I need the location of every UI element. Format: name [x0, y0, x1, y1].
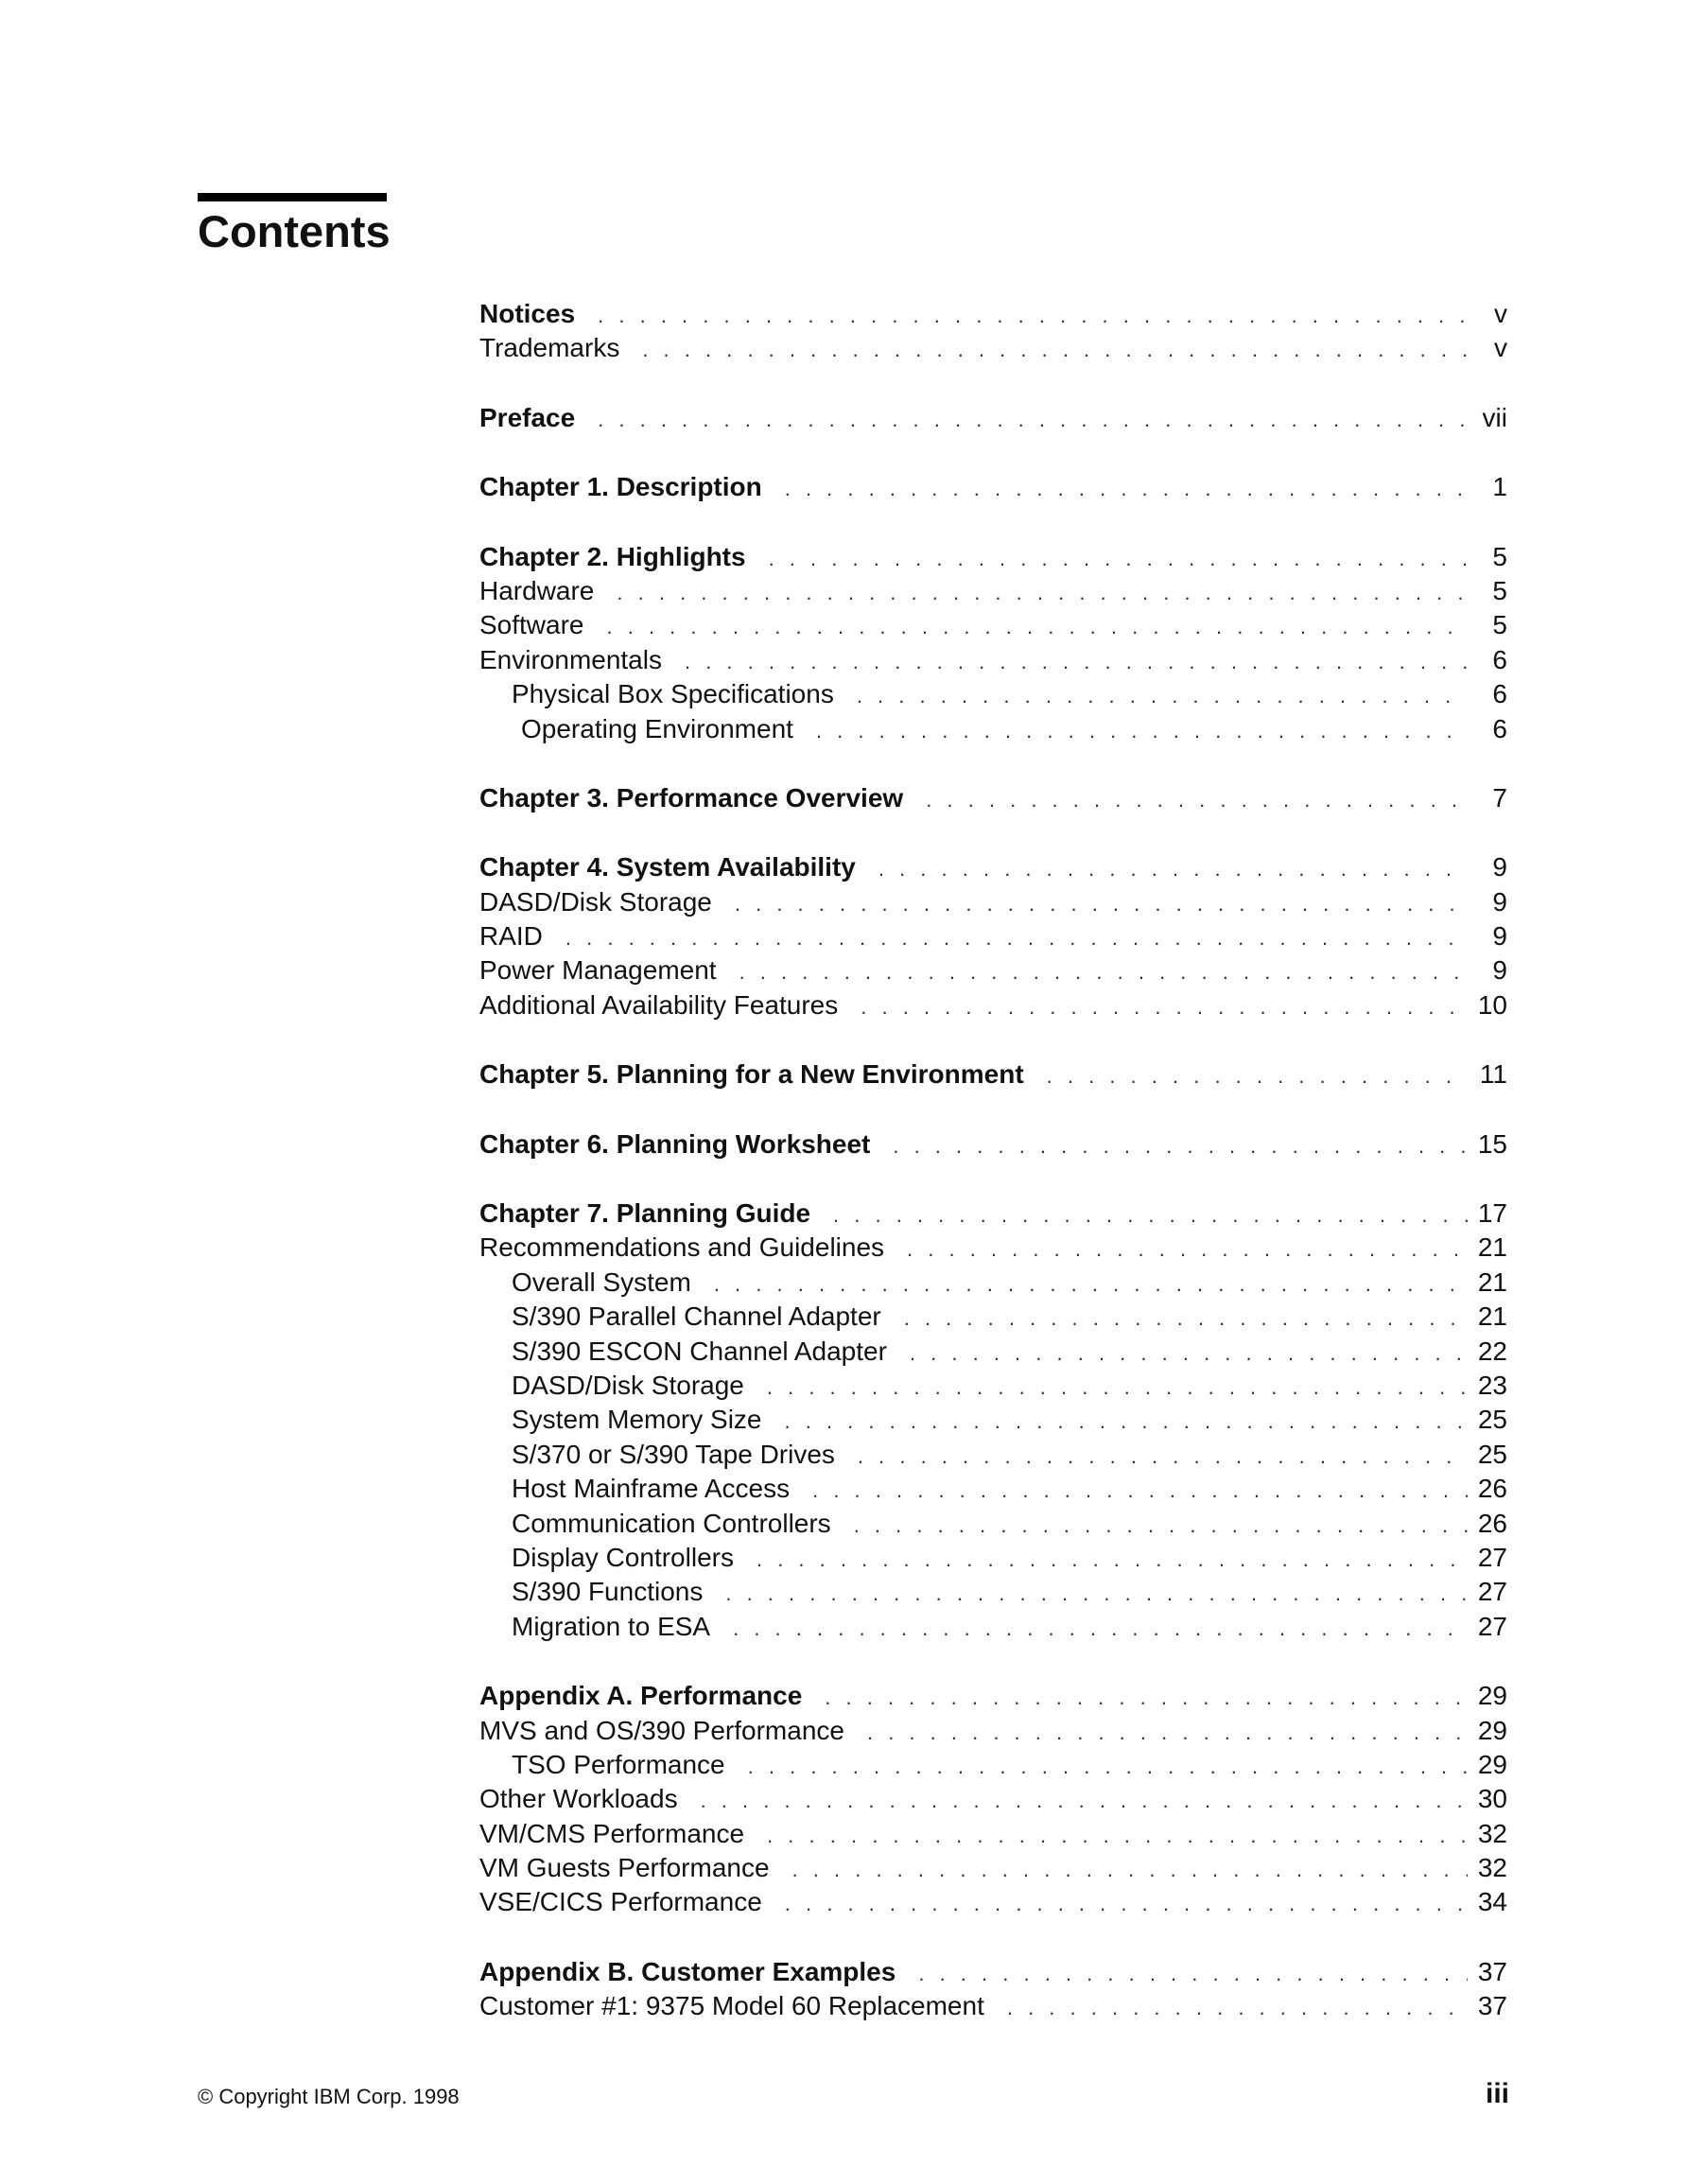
- toc-group: [479, 1955, 1507, 2024]
- toc-entry-page: 23: [1477, 1370, 1507, 1400]
- toc-entry-title: Appendix B. Customer Examples: [479, 1956, 896, 1986]
- toc-entry[interactable]: [479, 1197, 1507, 1231]
- toc-entry-title: Chapter 5. Planning for a New Environment: [479, 1059, 1024, 1090]
- toc-dot-leader: [833, 1198, 1468, 1232]
- toc-entry-title: System Memory Size: [512, 1405, 762, 1435]
- toc-dot-leader: [769, 542, 1468, 576]
- toc-dot-leader: [607, 610, 1469, 644]
- toc-entry[interactable]: [479, 401, 1507, 435]
- toc-entry[interactable]: [479, 608, 1507, 642]
- toc-entry[interactable]: [479, 1057, 1507, 1092]
- table-of-contents: [479, 297, 1507, 2059]
- toc-group: [479, 781, 1507, 815]
- toc-entry-page: 25: [1477, 1405, 1507, 1435]
- toc-entry-title: Chapter 2. Highlights: [479, 541, 746, 571]
- toc-entry-page: 9: [1492, 886, 1507, 917]
- toc-entry-title: MVS and OS/390 Performance: [479, 1715, 844, 1745]
- toc-entry[interactable]: [479, 1438, 1507, 1472]
- toc-entry-title: Customer #1: 9375 Model 60 Replacement: [479, 1991, 984, 2021]
- toc-entry-title: Chapter 7. Planning Guide: [479, 1198, 811, 1229]
- toc-entry[interactable]: [479, 1266, 1507, 1300]
- toc-entry-title: DASD/Disk Storage: [512, 1370, 744, 1400]
- toc-entry-page: 29: [1477, 1681, 1507, 1711]
- toc-entry-page: 27: [1477, 1611, 1507, 1641]
- toc-entry[interactable]: [479, 1127, 1507, 1162]
- toc-entry[interactable]: [479, 885, 1507, 919]
- toc-dot-leader: [642, 333, 1468, 367]
- toc-entry-page: 7: [1492, 782, 1507, 812]
- toc-entry-page: v: [1494, 333, 1507, 363]
- toc-entry-title: Chapter 1. Description: [479, 472, 762, 502]
- toc-dot-leader: [878, 852, 1468, 886]
- toc-dot-leader: [735, 887, 1468, 921]
- toc-entry-title: RAID: [479, 921, 543, 952]
- toc-dot-leader: [785, 472, 1468, 506]
- toc-entry-page: 27: [1477, 1577, 1507, 1607]
- toc-entry[interactable]: [479, 1817, 1507, 1851]
- toc-entry[interactable]: [479, 1472, 1507, 1506]
- toc-dot-leader: [867, 1716, 1468, 1750]
- toc-dot-leader: [565, 921, 1468, 955]
- toc-entry-page: 6: [1492, 679, 1507, 709]
- toc-entry-page: 9: [1492, 921, 1507, 952]
- toc-dot-leader: [739, 955, 1468, 989]
- toc-dot-leader: [812, 1474, 1468, 1508]
- toc-group: [479, 470, 1507, 504]
- toc-entry-page: 11: [1479, 1059, 1507, 1090]
- toc-entry-title: Hardware: [479, 575, 595, 605]
- toc-dot-leader: [748, 1750, 1468, 1784]
- toc-dot-leader: [785, 1405, 1469, 1439]
- toc-entry[interactable]: [479, 540, 1507, 574]
- toc-dot-leader: [617, 576, 1468, 610]
- toc-dot-leader: [785, 1887, 1468, 1921]
- toc-entry-page: 15: [1477, 1128, 1507, 1159]
- toc-dot-leader: [1007, 1991, 1468, 2025]
- toc-entry-page: 37: [1477, 1991, 1507, 2021]
- toc-dot-leader: [792, 1853, 1468, 1887]
- toc-dot-leader: [767, 1819, 1468, 1853]
- toc-entry-title: Display Controllers: [512, 1542, 734, 1572]
- toc-entry-page: 9: [1492, 955, 1507, 986]
- toc-entry-title: S/390 Functions: [512, 1577, 704, 1607]
- toc-entry-title: S/390 ESCON Channel Adapter: [512, 1336, 887, 1366]
- toc-entry-title: Appendix A. Performance: [479, 1681, 803, 1711]
- toc-entry-title: Chapter 3. Performance Overview: [479, 782, 904, 812]
- toc-dot-leader: [685, 645, 1468, 679]
- toc-entry-title: Preface: [479, 402, 576, 432]
- toc-entry-page: 5: [1492, 610, 1507, 640]
- toc-entry[interactable]: [479, 1782, 1507, 1816]
- toc-dot-leader: [907, 1232, 1468, 1267]
- toc-entry-title: Migration to ESA: [512, 1611, 711, 1641]
- toc-entry[interactable]: [479, 850, 1507, 884]
- toc-dot-leader: [893, 1129, 1468, 1163]
- toc-entry[interactable]: [479, 1369, 1507, 1403]
- page-title: Contents: [198, 206, 391, 256]
- toc-entry-page: 32: [1477, 1853, 1507, 1883]
- toc-entry[interactable]: [479, 1335, 1507, 1369]
- toc-dot-leader: [767, 1371, 1468, 1405]
- toc-dot-leader: [757, 1543, 1468, 1577]
- toc-dot-leader: [825, 1681, 1468, 1715]
- toc-entry[interactable]: [479, 470, 1507, 504]
- toc-entry-page: 21: [1477, 1232, 1507, 1263]
- toc-entry-title: Power Management: [479, 955, 717, 986]
- toc-entry-page: 27: [1477, 1542, 1507, 1572]
- toc-entry[interactable]: [479, 1300, 1507, 1334]
- toc-group: [479, 850, 1507, 1022]
- toc-entry-title: Trademarks: [479, 333, 620, 363]
- toc-entry[interactable]: [479, 1541, 1507, 1575]
- toc-dot-leader: [701, 1784, 1468, 1818]
- toc-group: [479, 1197, 1507, 1644]
- toc-entry[interactable]: [479, 1851, 1507, 1885]
- toc-dot-leader: [1047, 1059, 1468, 1093]
- toc-entry[interactable]: [479, 1955, 1507, 1989]
- toc-dot-leader: [910, 1337, 1468, 1371]
- toc-entry-title: Environmentals: [479, 644, 662, 674]
- toc-dot-leader: [733, 1612, 1468, 1646]
- toc-entry-title: Chapter 6. Planning Worksheet: [479, 1128, 871, 1159]
- toc-entry-page: 30: [1477, 1784, 1507, 1814]
- toc-dot-leader: [725, 1577, 1468, 1611]
- toc-entry[interactable]: [479, 331, 1507, 365]
- toc-entry-title: Overall System: [512, 1267, 691, 1297]
- toc-entry-title: Physical Box Specifications: [512, 679, 834, 709]
- toc-dot-leader: [904, 1302, 1468, 1336]
- toc-entry-page: vii: [1482, 402, 1507, 432]
- toc-entry[interactable]: [479, 1679, 1507, 1713]
- toc-entry-page: 29: [1477, 1749, 1507, 1779]
- toc-entry[interactable]: [479, 643, 1507, 677]
- toc-entry-page: 26: [1477, 1508, 1507, 1538]
- toc-group: [479, 1679, 1507, 1920]
- toc-entry-page: 29: [1477, 1715, 1507, 1745]
- toc-entry-title: Other Workloads: [479, 1784, 678, 1814]
- toc-entry-title: Recommendations and Guidelines: [479, 1232, 885, 1263]
- toc-entry[interactable]: [479, 988, 1507, 1022]
- toc-entry[interactable]: [479, 1507, 1507, 1541]
- toc-entry-page: 37: [1477, 1956, 1507, 1986]
- toc-group: [479, 401, 1507, 435]
- footer-copyright: © Copyright IBM Corp. 1998: [198, 2085, 460, 2108]
- toc-dot-leader: [714, 1267, 1468, 1302]
- toc-dot-leader: [918, 1957, 1468, 1991]
- toc-entry-title: VSE/CICS Performance: [479, 1887, 762, 1917]
- title-rule: [198, 193, 387, 201]
- toc-entry-page: 21: [1477, 1302, 1507, 1332]
- toc-entry[interactable]: [479, 919, 1507, 953]
- toc-entry[interactable]: [479, 1885, 1507, 1919]
- toc-entry-title: Host Mainframe Access: [512, 1474, 791, 1504]
- toc-dot-leader: [854, 1509, 1468, 1543]
- toc-entry-page: 5: [1492, 541, 1507, 571]
- toc-entry-title: Notices: [479, 299, 576, 328]
- toc-entry-title: Communication Controllers: [512, 1508, 831, 1538]
- toc-entry[interactable]: [479, 1610, 1507, 1644]
- toc-entry-page: 17: [1477, 1198, 1507, 1229]
- toc-group: [479, 1127, 1507, 1162]
- toc-entry-title: Additional Availability Features: [479, 989, 839, 1020]
- toc-entry-page: 25: [1477, 1439, 1507, 1469]
- toc-entry-page: 6: [1492, 644, 1507, 674]
- toc-entry-page: 9: [1492, 852, 1507, 882]
- toc-entry-page: 6: [1492, 713, 1507, 743]
- toc-entry-title: Operating Environment: [521, 713, 793, 743]
- toc-dot-leader: [861, 990, 1468, 1024]
- toc-group: [479, 297, 1507, 366]
- toc-entry-page: v: [1494, 299, 1507, 328]
- toc-entry-title: S/390 Parallel Channel Adapter: [512, 1302, 881, 1332]
- toc-entry[interactable]: [479, 1989, 1507, 2023]
- toc-group: [479, 540, 1507, 746]
- toc-entry-title: Software: [479, 610, 584, 640]
- toc-entry[interactable]: [479, 781, 1507, 815]
- toc-entry[interactable]: [479, 677, 1507, 711]
- toc-entry[interactable]: [479, 1231, 1507, 1265]
- footer-page-number: iii: [1485, 2078, 1509, 2109]
- toc-entry-title: DASD/Disk Storage: [479, 886, 712, 917]
- toc-entry-page: 21: [1477, 1267, 1507, 1297]
- toc-entry-page: 22: [1477, 1336, 1507, 1366]
- toc-entry-title: VM Guests Performance: [479, 1853, 770, 1883]
- toc-entry[interactable]: [479, 953, 1507, 987]
- toc-entry-title: TSO Performance: [512, 1749, 725, 1779]
- toc-dot-leader: [598, 403, 1468, 437]
- toc-entry[interactable]: [479, 297, 1507, 331]
- toc-entry-page: 26: [1477, 1474, 1507, 1504]
- toc-entry[interactable]: [479, 574, 1507, 608]
- toc-dot-leader: [598, 299, 1468, 333]
- toc-entry-page: 10: [1477, 989, 1507, 1020]
- toc-entry[interactable]: [479, 1714, 1507, 1748]
- toc-entry-title: S/370 or S/390 Tape Drives: [512, 1439, 835, 1469]
- toc-entry[interactable]: [479, 712, 1507, 746]
- toc-entry-page: 32: [1477, 1818, 1507, 1848]
- toc-entry-title: Chapter 4. System Availability: [479, 852, 856, 882]
- toc-entry[interactable]: [479, 1748, 1507, 1782]
- toc-entry-page: 34: [1477, 1887, 1507, 1917]
- toc-dot-leader: [857, 679, 1468, 713]
- toc-group: [479, 1057, 1507, 1092]
- toc-entry-title: VM/CMS Performance: [479, 1818, 745, 1848]
- toc-entry[interactable]: [479, 1403, 1507, 1437]
- toc-entry-page: 5: [1492, 575, 1507, 605]
- toc-entry[interactable]: [479, 1575, 1507, 1609]
- toc-dot-leader: [816, 714, 1468, 748]
- toc-dot-leader: [926, 783, 1468, 817]
- toc-dot-leader: [858, 1440, 1468, 1474]
- toc-entry-page: 1: [1492, 472, 1507, 502]
